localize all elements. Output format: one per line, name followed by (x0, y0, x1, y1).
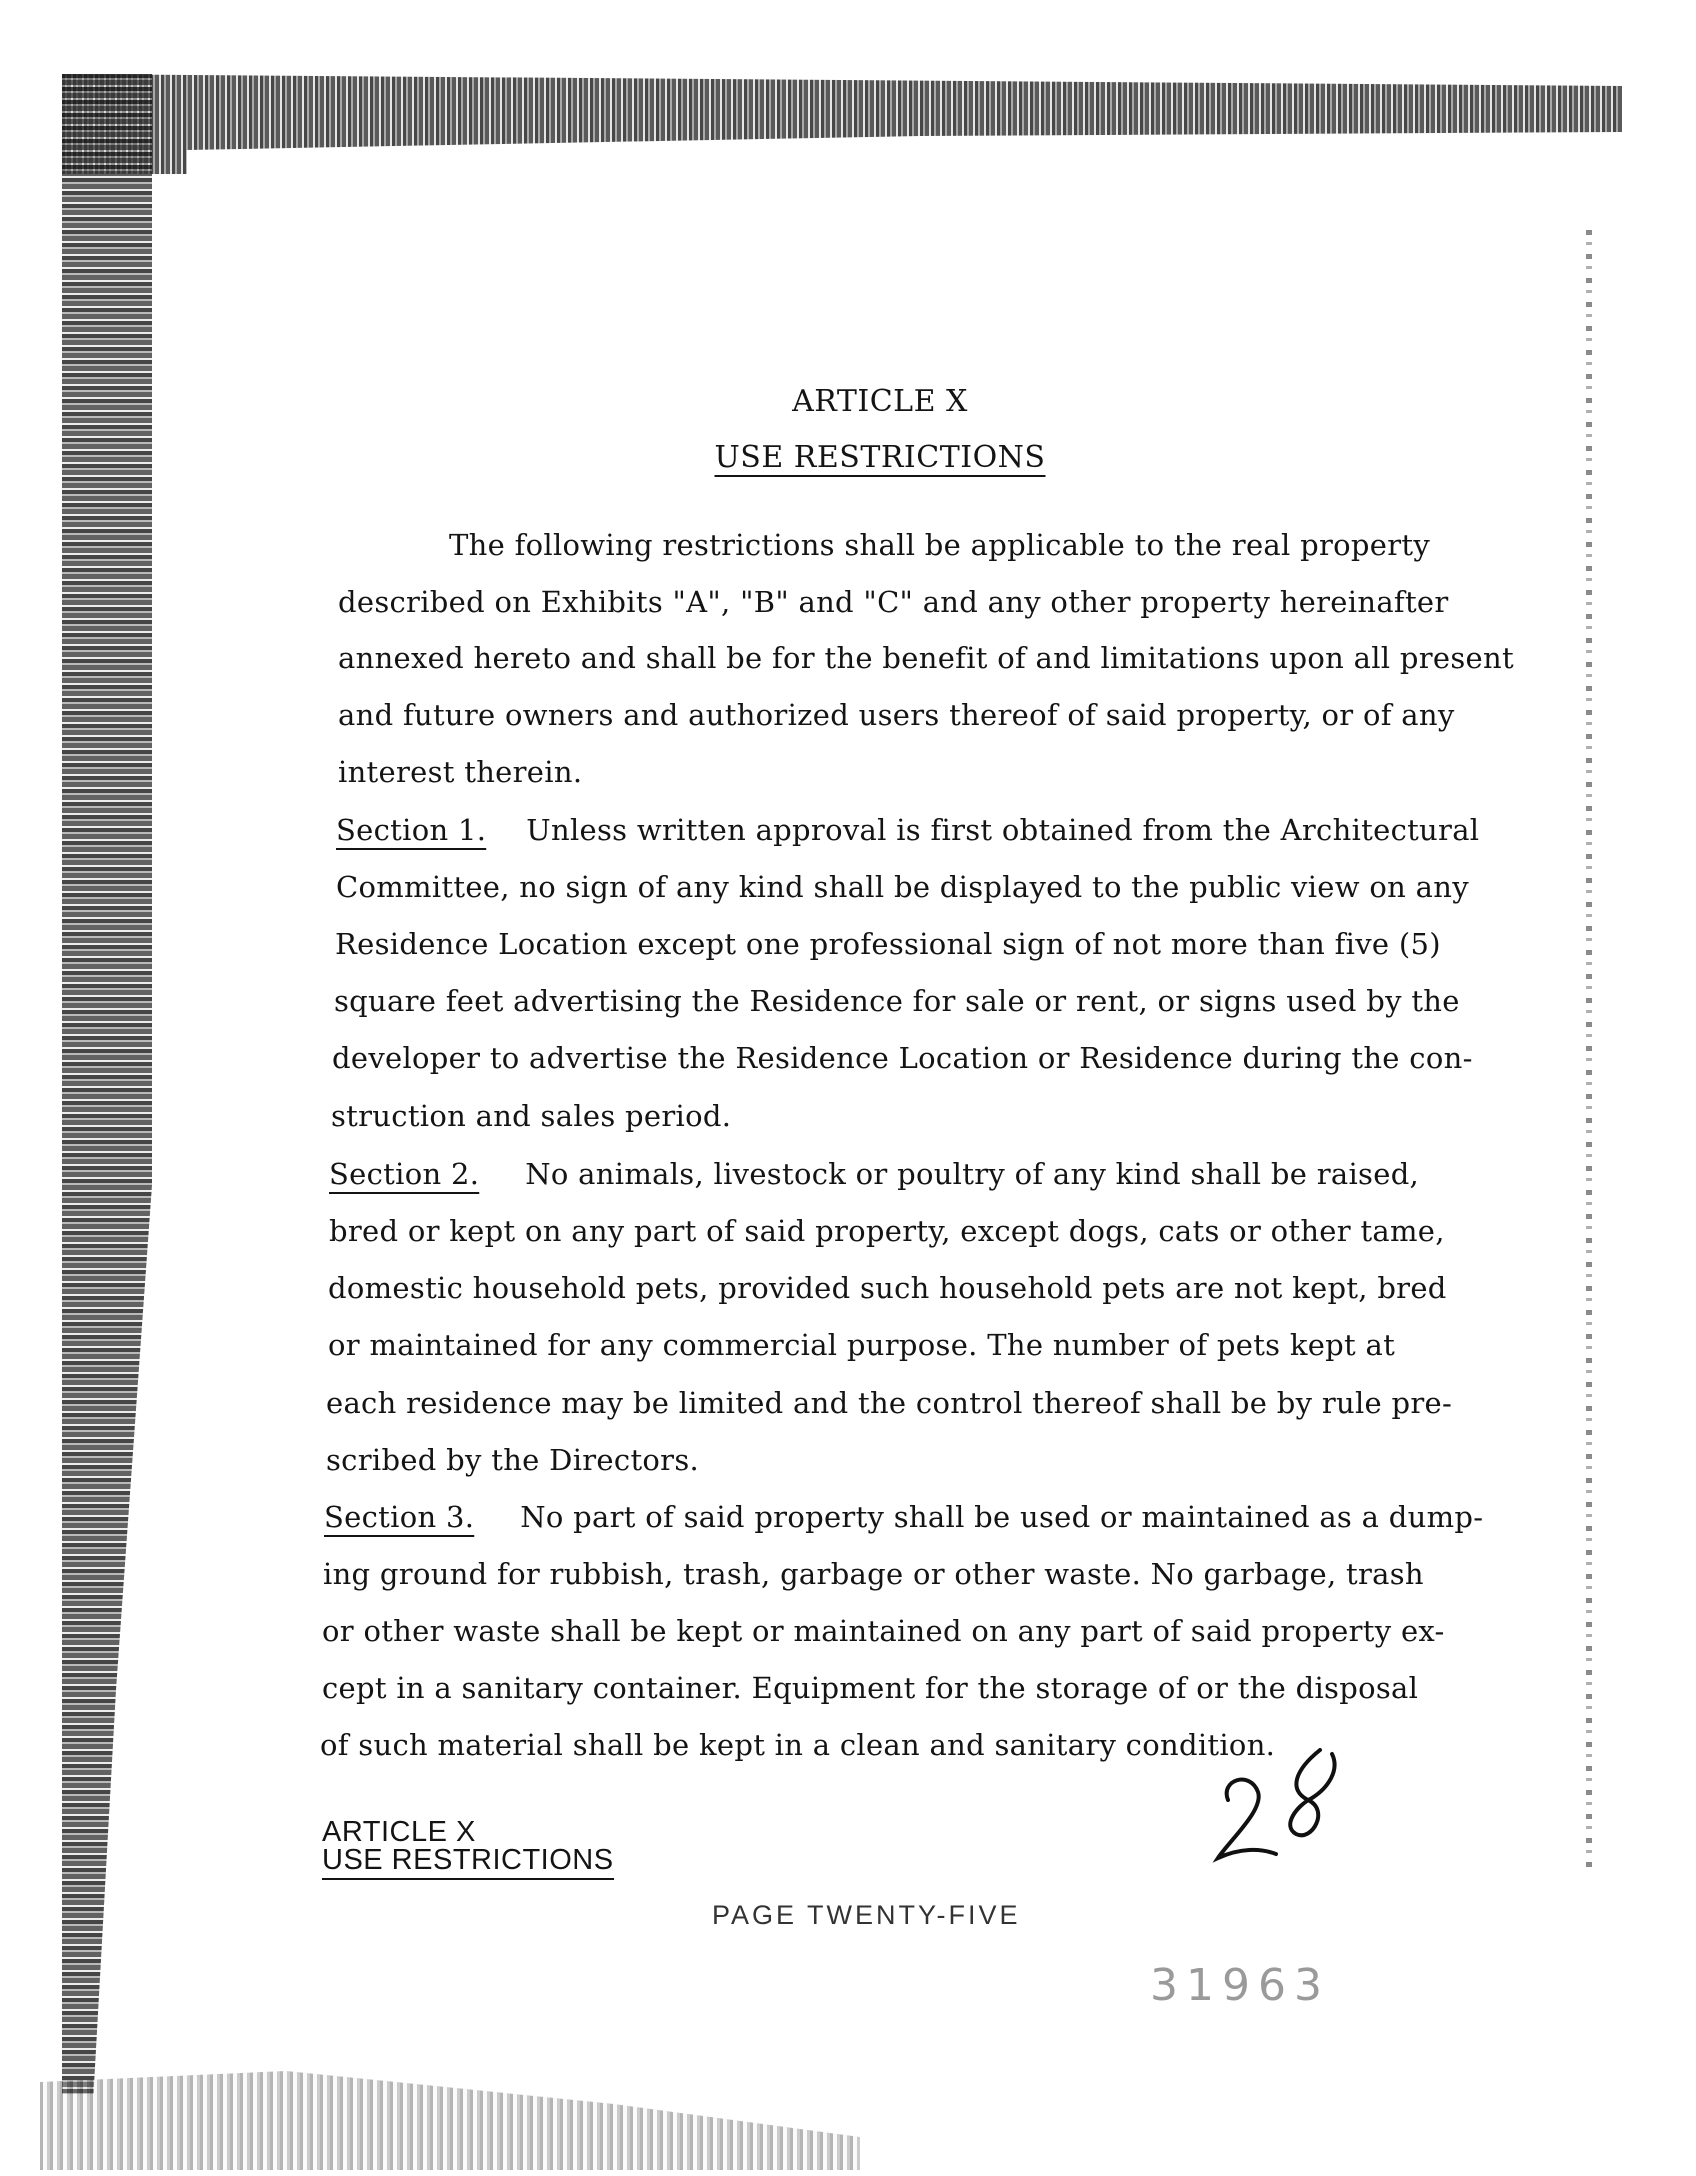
page-label: PAGE TWENTY-FIVE (712, 1900, 1021, 1930)
intro-line: The following restrictions shall be applicable to the real property (449, 528, 1431, 562)
section-3-label: Section 3. (324, 1500, 475, 1534)
section-2-line: each residence may be limited and the control thereof shall be by rule pre- (326, 1386, 1453, 1420)
section-3-line: ing ground for rubbish, trash, garbage or other waste. No garbage, trash (323, 1557, 1424, 1591)
section-1-text: Unless written approval is first obtained from the Architectural (526, 813, 1480, 847)
section-2-line: or maintained for any commercial purpose. The number of pets kept at (328, 1328, 1396, 1362)
section-1-line: square feet advertising the Residence for sale or rent, or signs used by the (334, 984, 1460, 1018)
intro-line: annexed hereto and shall be for the benefit of and limitations upon all present (338, 641, 1514, 675)
footer-line-2: USE RESTRICTIONS (322, 1846, 614, 1880)
article-heading: ARTICLE X (792, 384, 968, 419)
footer-line-1: ARTICLE X (322, 1816, 476, 1848)
section-1-line: Residence Location except one professional sign of not more than five (5) (335, 927, 1441, 961)
section-2-label: Section 2. (329, 1157, 480, 1191)
scan-artifact-top (62, 74, 1622, 174)
stamp-number: 31963 (1150, 1960, 1330, 2011)
section-2-text: No animals, livestock or poultry of any kind shall be raised, (525, 1157, 1420, 1191)
intro-line: described on Exhibits "A", "B" and "C" and any other property hereinafter (338, 585, 1449, 619)
section-1-first-line (336, 813, 1479, 847)
section-2-first-line (329, 1157, 1419, 1191)
section-1-label: Section 1. (336, 813, 487, 847)
intro-line: interest therein. (338, 755, 583, 789)
intro-line: and future owners and authorized users thereof of said property, or of any (338, 698, 1455, 732)
footer-article-label (322, 1818, 614, 1880)
section-2-line: domestic household pets, provided such household pets are not kept, bred (328, 1271, 1447, 1305)
section-3-line: or other waste shall be kept or maintained on any part of said property ex- (322, 1614, 1445, 1648)
section-2-line: bred or kept on any part of said property, except dogs, cats or other tame, (329, 1214, 1445, 1248)
section-2-line: scribed by the Directors. (326, 1443, 700, 1477)
section-1-line: Committee, no sign of any kind shall be displayed to the public view on any (336, 870, 1469, 904)
section-3-first-line (324, 1500, 1483, 1534)
scan-artifact-right (1586, 230, 1592, 1870)
section-3-text: No part of said property shall be used or maintained as a dump- (520, 1500, 1484, 1534)
handwritten-page-number (1200, 1730, 1360, 1880)
section-1-line: developer to advertise the Residence Location or Residence during the con- (332, 1041, 1473, 1075)
section-3-line: cept in a sanitary container. Equipment for the storage of or the disposal (322, 1671, 1419, 1705)
scan-artifact-bottom (40, 2060, 860, 2170)
section-3-line: of such material shall be kept in a clean and sanitary condition. (320, 1728, 1276, 1762)
section-1-line: struction and sales period. (331, 1099, 732, 1133)
article-title-text: USE RESTRICTIONS (714, 440, 1046, 475)
scan-artifact-left (62, 74, 152, 2094)
article-title (0, 440, 1696, 475)
